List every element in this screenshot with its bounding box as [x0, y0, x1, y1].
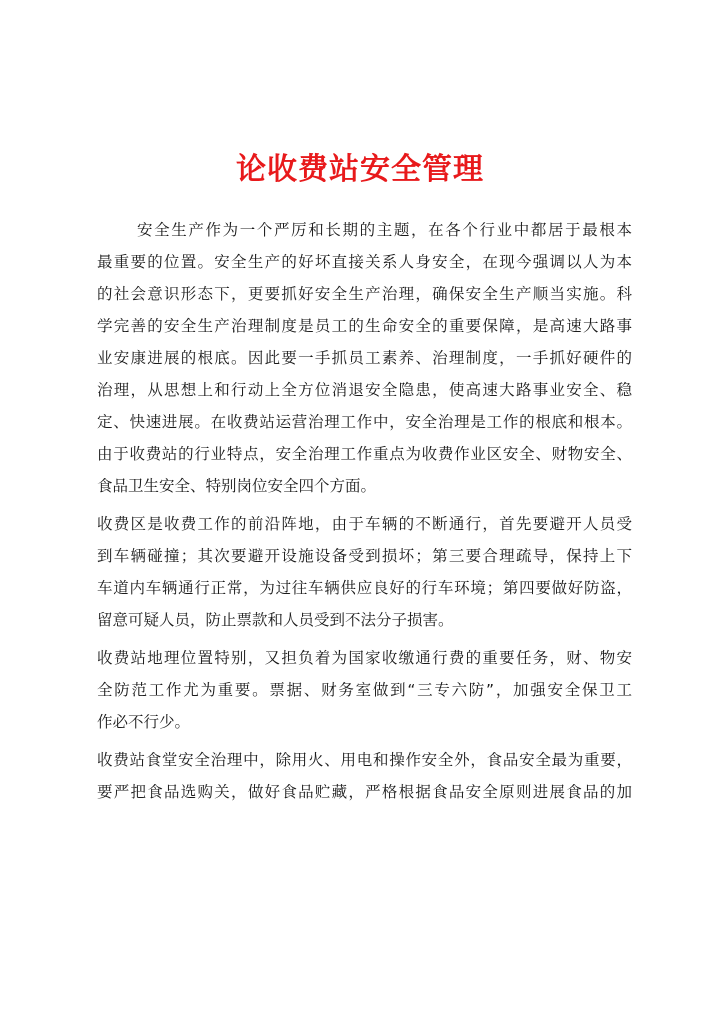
document-body: [97, 214, 632, 808]
document-title: 论收费站安全管理: [236, 152, 484, 187]
text-line: 食品卫生安全、特别岗位安全四个方面。: [97, 477, 377, 495]
text-line: 收费站地理位置特别，又担负着为国家收缴通行费的重要任务，财、物安: [97, 649, 632, 667]
text-line: 作必不行少。: [97, 713, 191, 731]
text-line: 定、快速进展。在收费站运营治理工作中，安全治理是工作的根底和根本。: [97, 413, 632, 431]
text-line: 收费区是收费工作的前沿阵地，由于车辆的不断通行，首先要避开人员受: [97, 515, 632, 533]
text-line: 最重要的位置。安全生产的好坏直接关系人身安全，在现今强调以人为本: [97, 253, 632, 271]
paragraph-1: [97, 214, 632, 502]
text-line: 业安康进展的根底。因此要一手抓员工素养、治理制度，一手抓好硬件的: [97, 349, 632, 367]
text-line: 车道内车辆通行正常，为过往车辆供应良好的行车环境；第四要做好防盗，: [97, 579, 632, 597]
text-line: 的社会意识形态下，更要抓好安全生产治理，确保安全生产顺当实施。科: [97, 285, 632, 303]
paragraph-3: [97, 642, 632, 738]
text-line: 到车辆碰撞；其次要避开设施设备受到损坏；第三要合理疏导，保持上下: [97, 547, 632, 565]
text-line: 留意可疑人员，防止票款和人员受到不法分子损害。: [97, 611, 454, 629]
text-line: 全防范工作尤为重要。票据、财务室做到“三专六防”，加强安全保卫工: [97, 681, 632, 699]
text-line: 收费站食堂安全治理中，除用火、用电和操作安全外，食品安全最为重要，: [97, 751, 632, 769]
paragraph-4: [97, 744, 632, 808]
text-line: 学完善的安全生产治理制度是员工的生命安全的重要保障，是高速大路事: [97, 317, 632, 335]
text-line: 由于收费站的行业特点，安全治理工作重点为收费作业区安全、财物安全、: [97, 445, 632, 463]
text-line: 治理，从思想上和行动上全方位消退安全隐患，使高速大路事业安全、稳: [97, 381, 632, 399]
text-line: 要严把食品选购关，做好食品贮藏，严格根据食品安全原则进展食品的加: [97, 783, 632, 801]
paragraph-2: [97, 508, 632, 636]
text-line: 安全生产作为一个严厉和长期的主题，在各个行业中都居于最根本: [137, 221, 632, 239]
